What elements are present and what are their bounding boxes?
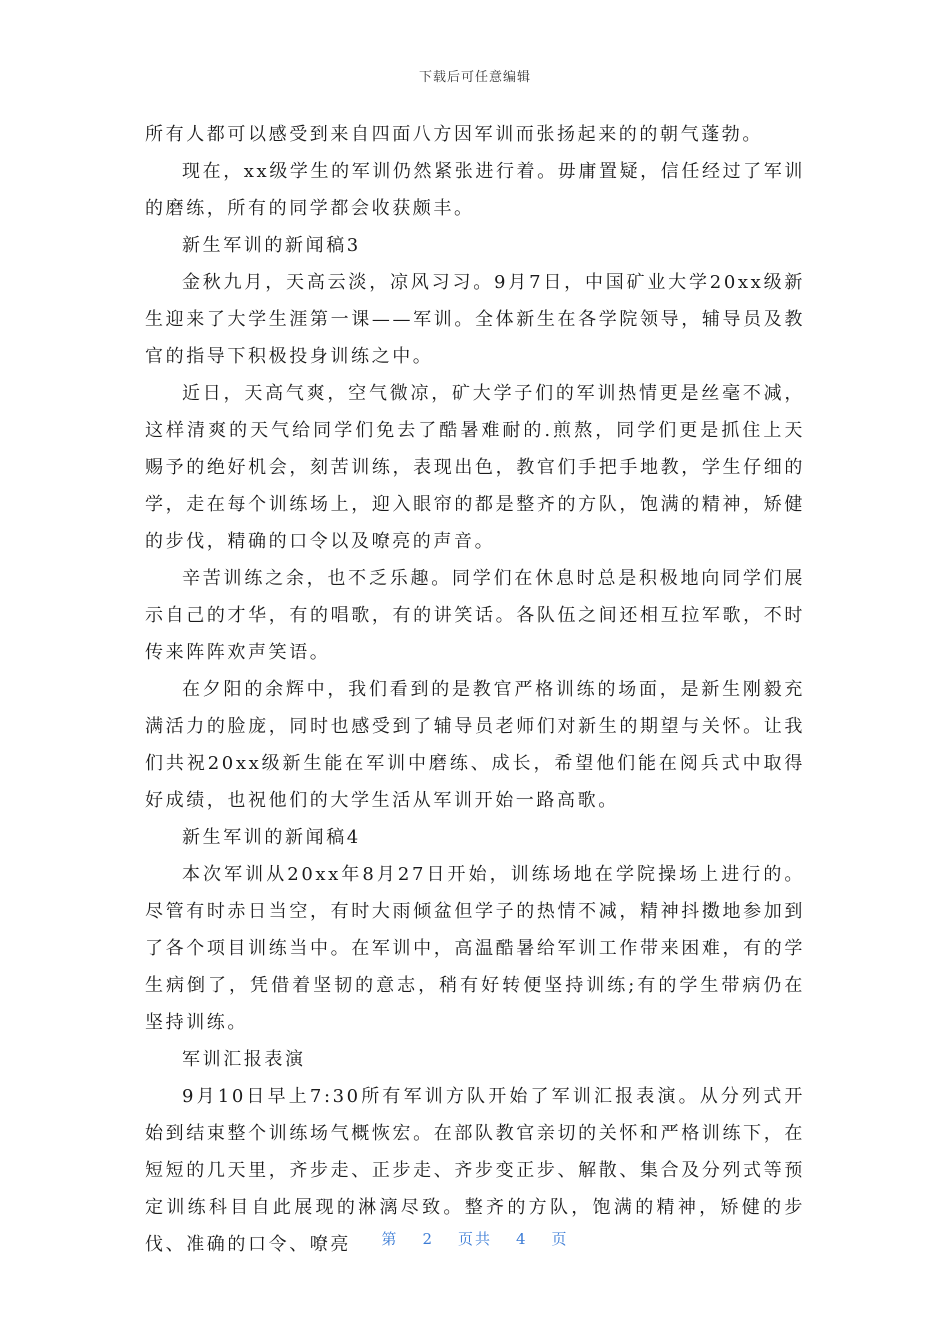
paragraph: 在夕阳的余辉中，我们看到的是教官严格训练的场面，是新生刚毅充满活力的脸庞，同时也感受到了辅导员老师们对新生的期望与关怀。让我们共祝20xx级新生能在军训中磨练、成长，希望他们能在阅兵式中取得好成绩，也祝他们的大学生活从军训开始一路高歌。 xyxy=(145,679,805,811)
header-text: 下载后可任意编辑 xyxy=(418,70,531,85)
paragraph: 所有人都可以感受到来自四面八方因军训而张扬起来的的朝气蓬勃。 xyxy=(145,124,763,145)
paragraph: 金秋九月，天高云淡，凉风习习。9月7日，中国矿业大学20xx级新生迎来了大学生涯第一课——军训。全体新生在各学院领导，辅导员及教官的指导下积极投身训练之中。 xyxy=(145,272,805,367)
paragraph: 本次军训从20xx年8月27日开始，训练场地在学院操场上进行的。尽管有时赤日当空，有时大雨倾盆但学子的热情不减，精神抖擞地参加到了各个项目训练当中。在军训中，高温酷暑给军训工作带来困难，有的学生病倒了，凭借着坚韧的意志，稍有好转便坚持训练;有的学生带病仍在坚持训练。 xyxy=(145,864,805,1033)
section-heading: 新生军训的新闻稿3 xyxy=(182,235,361,256)
paragraph: 辛苦训练之余，也不乏乐趣。同学们在休息时总是积极地向同学们展示自己的才华，有的唱歌，有的讲笑话。各队伍之间还相互拉军歌，不时传来阵阵欢声笑语。 xyxy=(145,568,805,663)
footer-suffix: 页 xyxy=(551,1230,569,1248)
section-heading: 军训汇报表演 xyxy=(182,1049,306,1070)
paragraph: 9月10日早上7:30所有军训方队开始了军训汇报表演。从分列式开始到结束整个训练场气概恢宏。在部队教官亲切的关怀和严格训练下，在短短的几天里，齐步走、正步走、齐步变正步、解散、集合及分列式等预定训练科目自此展现的淋漓尽致。整齐的方队，饱满的精神，矫健的步伐、准确的口令、嘹亮 xyxy=(145,1086,805,1255)
paragraph: 现在，xx级学生的军训仍然紧张进行着。毋庸置疑，信任经过了军训的磨练，所有的同学都会收获颇丰。 xyxy=(145,161,805,219)
footer-page-number: 2 xyxy=(422,1230,434,1248)
page-header xyxy=(0,66,950,85)
paragraph: 近日，天高气爽，空气微凉，矿大学子们的军训热情更是丝毫不减，这样清爽的天气给同学们免去了酷暑难耐的.煎熬，同学们更是抓住上天赐予的绝好机会，刻苦训练，表现出色，教官们手把手地教，学生仔细的学，走在每个训练场上，迎入眼帘的都是整齐的方队，饱满的精神，矫健的步伐，精确的口令以及嘹亮的声音。 xyxy=(145,383,805,552)
footer-middle: 页共 xyxy=(457,1230,492,1248)
section-heading: 新生军训的新闻稿4 xyxy=(182,827,361,848)
footer-prefix: 第 xyxy=(381,1230,399,1248)
document-body xyxy=(145,116,805,1263)
footer-total-pages: 4 xyxy=(516,1230,528,1248)
page-footer xyxy=(0,1228,950,1249)
